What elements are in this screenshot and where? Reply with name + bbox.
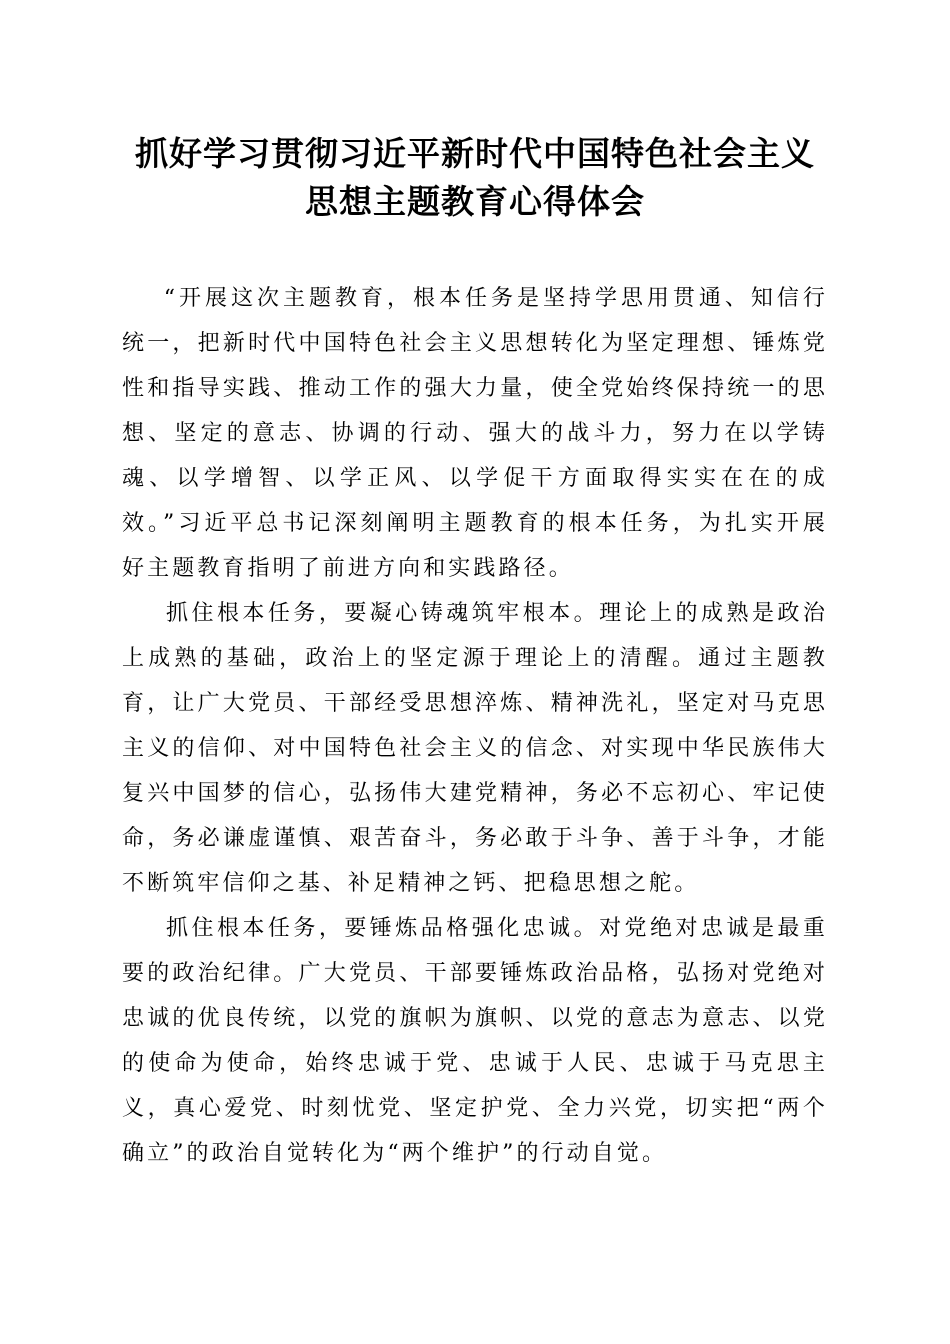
paragraph-3: 抓住根本任务，要锤炼品格强化忠诚。对党绝对忠诚是最重要的政治纪律。广大党员、干部要锤炼政治品格，弘扬对党绝对忠诚的优良传统，以党的旗帜为旗帜、以党的意志为意志、以党的使命为使命，始终忠诚于党、忠诚于人民、忠诚于马克思主义，真心爱党、时刻忧党、坚定护党、全力兴党，切实把“两个确立”的政治自觉转化为“两个维护”的行动自觉。 — [122, 916, 828, 1166]
title-line-1: 抓好学习贯彻习近平新时代中国特色社会主义 — [135, 134, 815, 173]
title-line-2: 思想主题教育心得体会 — [305, 182, 645, 221]
paragraph-2: 抓住根本任务，要凝心铸魂筑牢根本。理论上的成熟是政治上成熟的基础，政治上的坚定源于理论上的清醒。通过主题教育，让广大党员、干部经受思想淬炼、精神洗礼，坚定对马克思主义的信仰、对中国特色社会主义的信念、对实现中华民族伟大复兴中国梦的信心，弘扬伟大建党精神，务必不忘初心、牢记使命，务必谦虚谨慎、艰苦奋斗，务必敢于斗争、善于斗争，才能不断筑牢信仰之基、补足精神之钙、把稳思想之舵。 — [122, 601, 828, 896]
document-body — [122, 276, 828, 1176]
paragraph-1: “开展这次主题教育，根本任务是坚持学思用贯通、知信行统一，把新时代中国特色社会主义思想转化为坚定理想、锤炼党性和指导实践、推动工作的强大力量，使全党始终保持统一的思想、坚定的意志、协调的行动、强大的战斗力，努力在以学铸魂、以学增智、以学正风、以学促干方面取得实实在在的成效。”习近平总书记深刻阐明主题教育的根本任务，为扎实开展好主题教育指明了前进方向和实践路径。 — [122, 286, 828, 581]
document-title — [100, 130, 850, 226]
